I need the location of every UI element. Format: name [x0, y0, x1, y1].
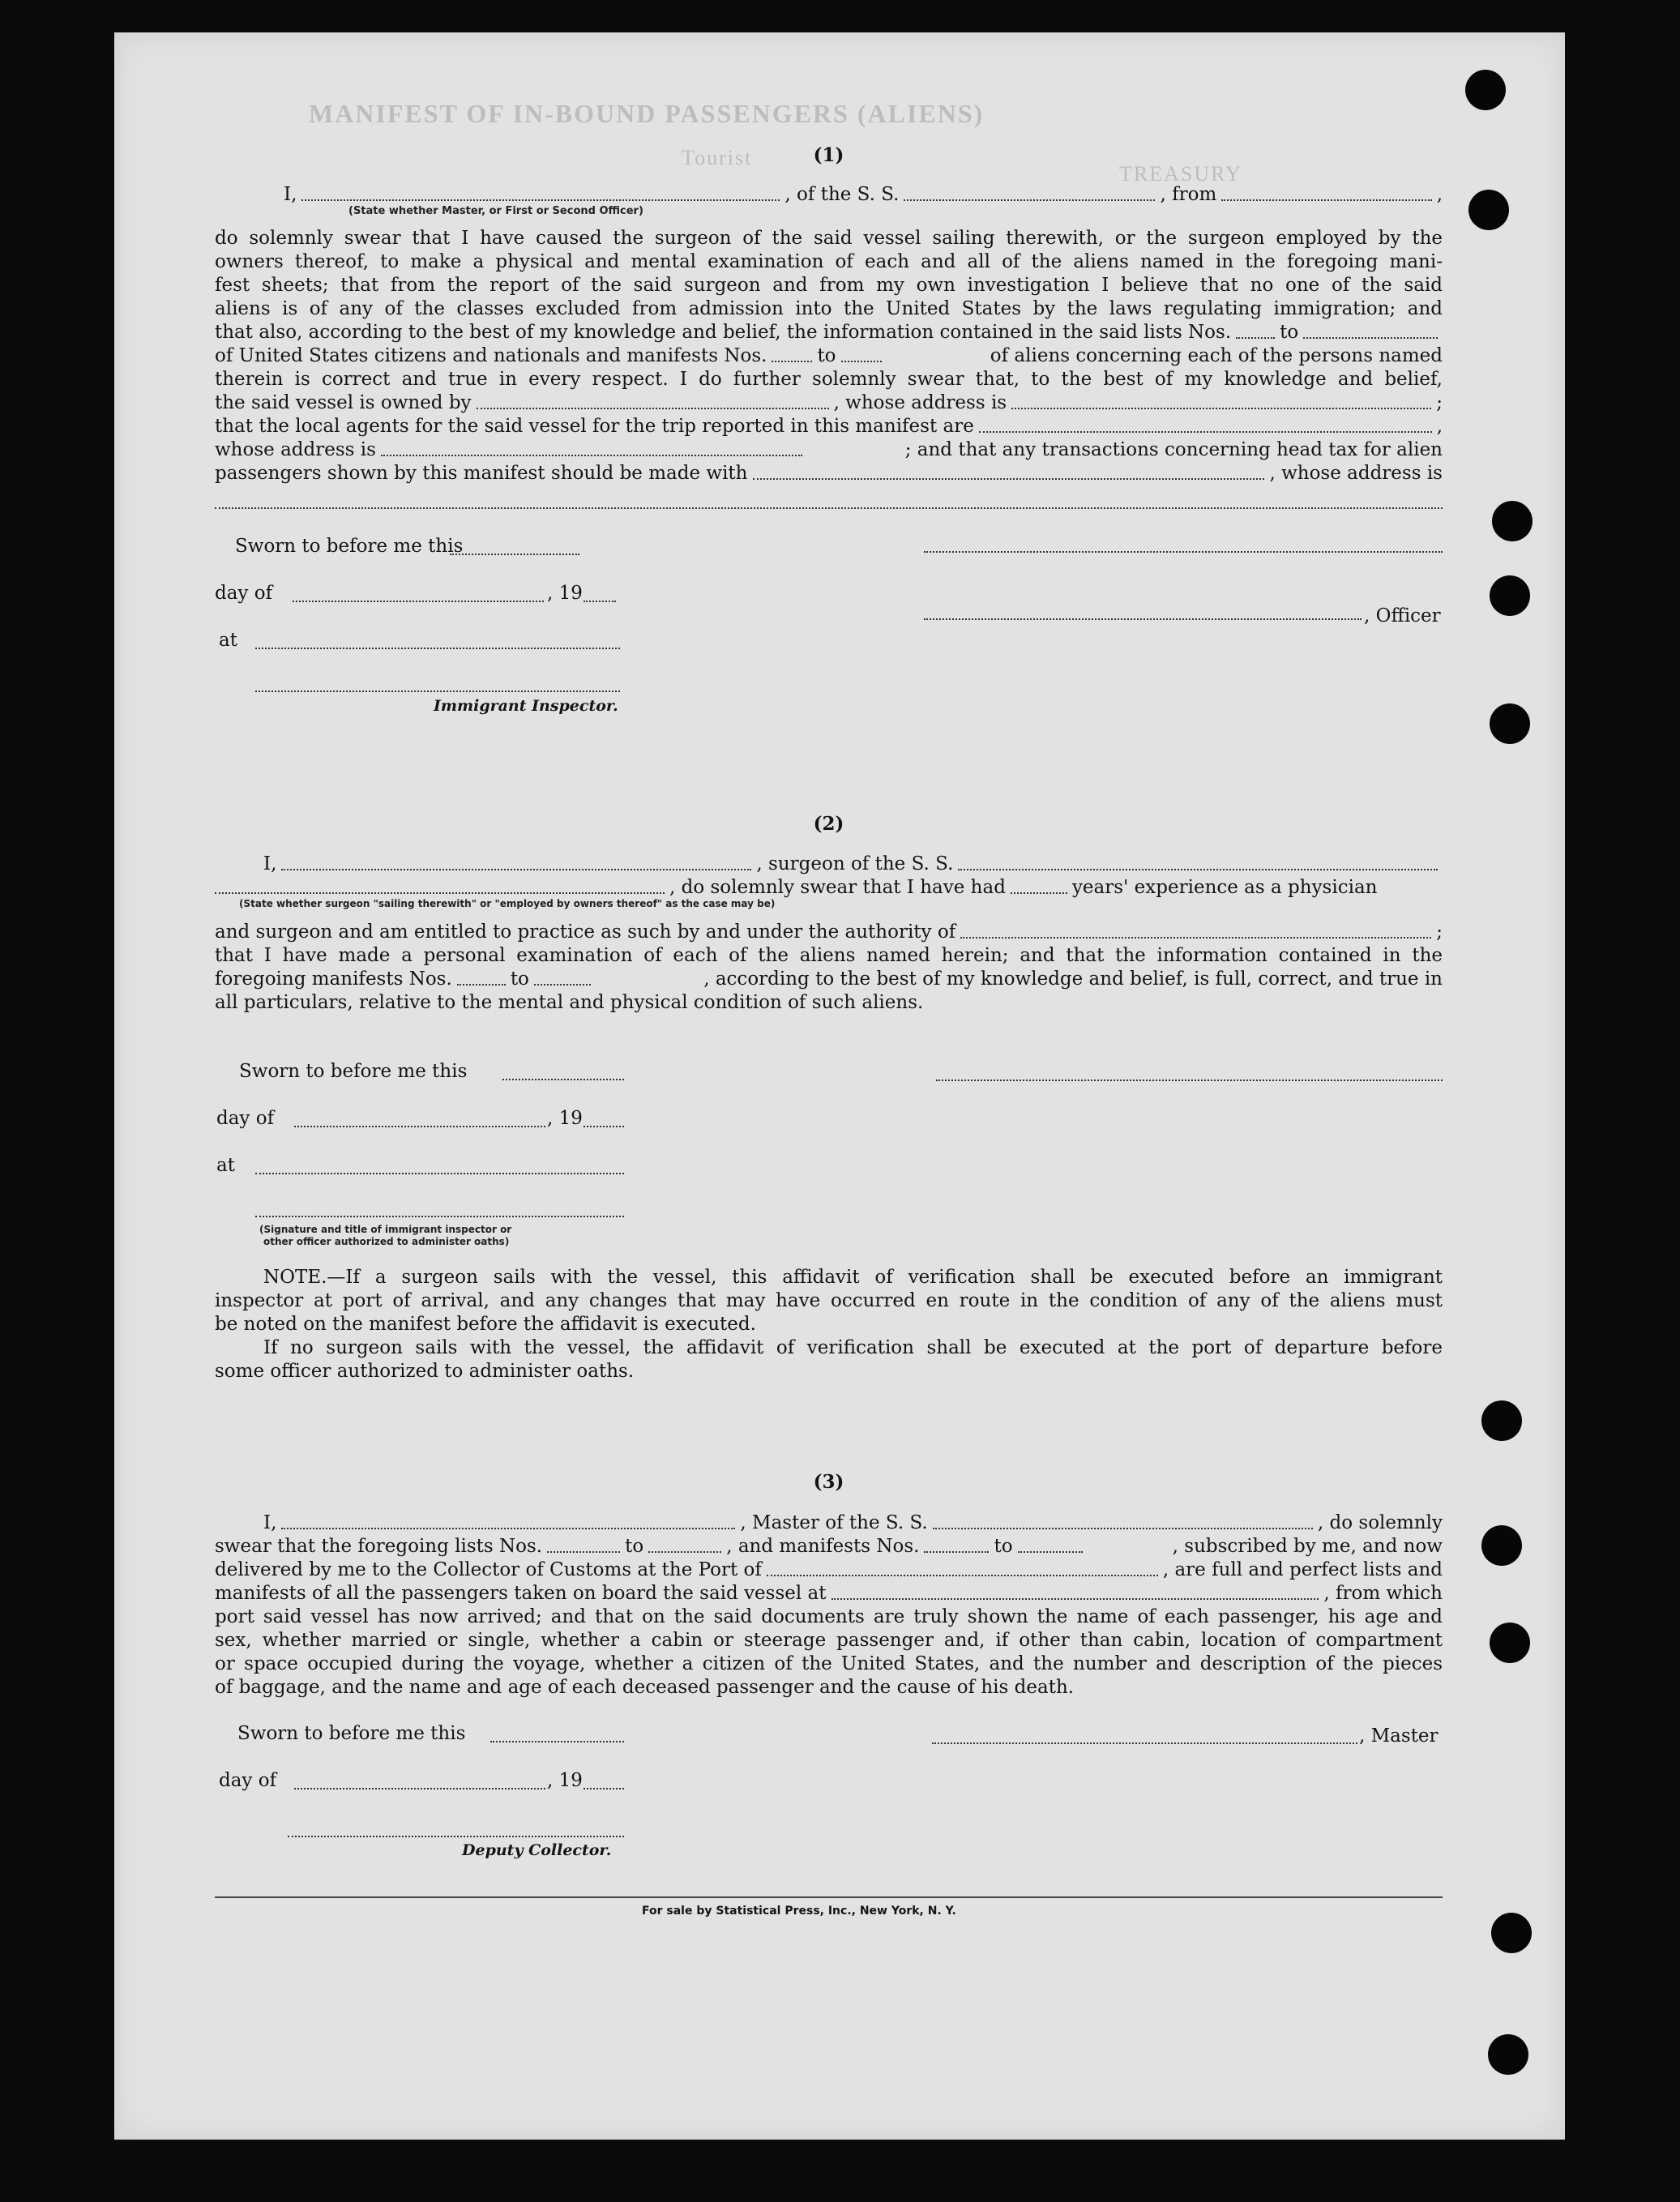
s3-year-blank[interactable]	[584, 1788, 624, 1789]
s3-para-last: of baggage, and the name and age of each deceased passenger and the cause of his death.	[215, 1677, 1075, 1698]
s2-dayof: day of	[216, 1108, 275, 1129]
s1-officer-name-line[interactable]	[924, 618, 1362, 620]
s2-para-line: that I have made a personal examination of each of the aliens named herein; and that the information contained in the	[215, 945, 1443, 966]
s3-dayof: day of	[219, 1770, 277, 1791]
s1-inspector-label: Immigrant Inspector.	[434, 697, 618, 715]
s3-year: , 19	[547, 1770, 583, 1791]
s1-sworn: Sworn to before me this	[235, 536, 464, 557]
s1-officer-signature-line[interactable]	[924, 551, 1443, 553]
punch-hole-2	[1468, 190, 1509, 230]
agents-address-blank[interactable]	[381, 450, 802, 456]
years-experience-blank[interactable]	[1011, 887, 1067, 894]
s3-manifests-from-blank[interactable]	[924, 1546, 989, 1553]
s1-at-blank[interactable]	[255, 648, 620, 649]
punch-hole-9	[1491, 1913, 1532, 1953]
collector-port-blank[interactable]	[767, 1570, 1158, 1576]
s1-para-line: aliens is of any of the classes excluded from admission into the United States by the laws regulating immigration; and	[215, 298, 1443, 319]
bleed-through-header: MANIFEST OF IN-BOUND PASSENGERS (ALIENS)	[309, 99, 985, 128]
punch-hole-5	[1490, 703, 1530, 744]
s3-lists-from-blank[interactable]	[547, 1546, 620, 1553]
s2-line-2: , do solemnly swear that I have had years' experience as a physician	[215, 876, 1443, 899]
surgeon-status-blank[interactable]	[215, 887, 665, 894]
s2-line-1: I, , surgeon of the S. S.	[215, 853, 1443, 875]
punch-hole-4	[1490, 575, 1530, 616]
s2-at: at	[216, 1155, 235, 1176]
s1-line-1: I, , of the S. S. , from ,	[284, 184, 1443, 205]
s2-sig-note-1: (Signature and title of immigrant inspector or	[259, 1224, 512, 1235]
s1-at: at	[219, 630, 237, 651]
bleed-through-right-header: TREASURY	[1119, 162, 1242, 186]
s3-line-1: I, , Master of the S. S. , do solemnly	[263, 1512, 1443, 1533]
s1-line-12: passengers shown by this manifest should be made with , whose address is	[215, 463, 1443, 484]
bleed-through-sub: Tourist	[682, 146, 753, 169]
s3-lists-to-blank[interactable]	[648, 1546, 721, 1553]
note-line: be noted on the manifest before the affidavit is executed.	[215, 1314, 756, 1335]
master-name-blank[interactable]	[281, 1523, 735, 1529]
s2-line-3: and surgeon and am entitled to practice as such by and under the authority of ;	[215, 921, 1443, 943]
s3-line-2: swear that the foregoing lists Nos. to , and manifests Nos. to , subscribed by me, and now	[215, 1536, 1443, 1557]
s1-para-line: do solemnly swear that I have caused the surgeon of the said vessel sailing therewith, or the surgeon employed by the	[215, 228, 1443, 249]
section-1-title: (1)	[813, 144, 844, 166]
s2-surgeon-note: (State whether surgeon "sailing therewith" or "employed by owners thereof" as the case may be)	[239, 898, 776, 909]
s3-manifests-to-blank[interactable]	[1018, 1546, 1083, 1553]
lists-from-blank[interactable]	[1236, 332, 1275, 339]
head-tax-contact-blank[interactable]	[753, 473, 1265, 480]
manifests-to-blank[interactable]	[841, 356, 882, 362]
s2-at-blank[interactable]	[255, 1173, 624, 1174]
section-2-title: (2)	[813, 813, 844, 835]
s2-officer-signature-line[interactable]	[255, 1216, 624, 1217]
head-tax-address-blank[interactable]	[215, 507, 1443, 509]
s1-officer-note: (State whether Master, or First or Second Officer)	[348, 205, 643, 217]
s2-sworn-blank[interactable]	[502, 1079, 624, 1080]
port-from-blank[interactable]	[1221, 195, 1431, 201]
s2-para-last: all particulars, relative to the mental and physical condition of such aliens.	[215, 992, 924, 1013]
s3-master-label: , Master	[1359, 1725, 1438, 1747]
s2-sworn: Sworn to before me this	[239, 1061, 468, 1082]
punch-hole-7	[1481, 1525, 1522, 1566]
s1-inspector-signature-line[interactable]	[255, 691, 620, 692]
s2-manifests-to-blank[interactable]	[534, 979, 591, 986]
s3-day-blank[interactable]	[294, 1788, 545, 1789]
note-line: some officer authorized to administer oaths.	[215, 1361, 635, 1382]
s3-para-line: or space occupied during the voyage, whether a citizen of the United States, and the number and description of the pieces	[215, 1653, 1443, 1674]
s1-year: , 19	[547, 583, 583, 604]
practice-authority-blank[interactable]	[960, 932, 1431, 939]
punch-hole-3	[1492, 501, 1533, 541]
s2-year-blank[interactable]	[584, 1126, 624, 1127]
deputy-collector-signature-line[interactable]	[288, 1836, 624, 1837]
owner-address-blank[interactable]	[1011, 403, 1431, 409]
s1-line-6: that also, according to the best of my knowledge and belief, the information contained in the said lists Nos. to	[215, 321, 1443, 344]
s1-day-blank[interactable]	[293, 601, 544, 602]
s1-line-10: that the local agents for the said vessel for the trip reported in this manifest are ,	[215, 416, 1443, 437]
s3-vessel-blank[interactable]	[933, 1523, 1313, 1529]
s1-sworn-blank[interactable]	[450, 554, 579, 555]
note-line: NOTE.—If a surgeon sails with the vessel, this affidavit of verification shall be executed before an immigrant	[263, 1267, 1443, 1288]
s3-para-line: sex, whether married or single, whether a cabin or steerage passenger and, if other than cabin, location of compartment	[215, 1630, 1443, 1651]
s2-day-blank[interactable]	[294, 1126, 545, 1127]
s2-vessel-blank[interactable]	[958, 864, 1438, 870]
note-line: inspector at port of arrival, and any changes that may have occurred en route in the condition of any of the aliens must	[215, 1290, 1443, 1311]
note-line: If no surgeon sails with the vessel, the affidavit of verification shall be executed at the port of departure before	[263, 1337, 1443, 1358]
s3-master-signature-line[interactable]	[932, 1742, 1357, 1744]
owner-blank[interactable]	[477, 403, 829, 409]
local-agents-blank[interactable]	[979, 426, 1432, 433]
surgeon-name-blank[interactable]	[281, 864, 751, 870]
s3-line-3: delivered by me to the Collector of Customs at the Port of , are full and perfect lists and	[215, 1559, 1443, 1580]
s2-sig-note-2: other officer authorized to administer oaths)	[263, 1236, 510, 1247]
s1-dayof: day of	[215, 583, 273, 604]
officer-rank-blank[interactable]	[301, 195, 780, 201]
s1-year-blank[interactable]	[584, 601, 616, 602]
s2-line-5: foregoing manifests Nos. to , according to the best of my knowledge and belief, is full, correct, and true in	[215, 968, 1443, 990]
s1-officer-label: , Officer	[1364, 605, 1441, 626]
punch-hole-6	[1481, 1400, 1522, 1441]
s3-line-4: manifests of all the passengers taken on board the said vessel at , from which	[215, 1583, 1443, 1604]
section-3-title: (3)	[813, 1471, 844, 1493]
s2-surgeon-signature-line[interactable]	[936, 1080, 1443, 1081]
s3-sworn: Sworn to before me this	[237, 1723, 466, 1744]
punch-hole-1	[1465, 70, 1506, 110]
lists-to-blank[interactable]	[1303, 332, 1438, 339]
s1-para-line: owners thereof, to make a physical and mental examination of each and all of the aliens named in the foregoing mani-	[215, 251, 1443, 272]
manifests-from-blank[interactable]	[772, 356, 812, 362]
s1-line-7: of United States citizens and nationals and manifests Nos. to of aliens concerning each of the persons named	[215, 345, 1443, 366]
punch-hole-10	[1488, 2034, 1528, 2075]
s1-para-line: therein is correct and true in every respect. I do further solemnly swear that, to the best of my knowledge and belief,	[215, 369, 1443, 390]
vessel-name-blank[interactable]	[904, 195, 1155, 201]
s2-manifests-from-blank[interactable]	[457, 979, 506, 986]
s3-para-line: port said vessel has now arrived; and that on the said documents are truly shown the name of each passenger, his age and	[215, 1606, 1443, 1627]
footer-rule	[215, 1896, 1443, 1898]
punch-hole-8	[1490, 1623, 1530, 1663]
s3-sworn-blank[interactable]	[490, 1741, 624, 1742]
boarding-port-blank[interactable]	[831, 1593, 1319, 1600]
s2-year: , 19	[547, 1108, 583, 1129]
s1-para-line: fest sheets; that from the report of the said surgeon and from my own investigation I believe that no one of the said	[215, 275, 1443, 296]
s1-line-9: the said vessel is owned by , whose address is ;	[215, 392, 1443, 413]
s1-line-11: whose address is ; and that any transactions concerning head tax for alien	[215, 439, 1443, 460]
printer-footer: For sale by Statistical Press, Inc., New York, N. Y.	[642, 1905, 956, 1918]
s3-deputy-label: Deputy Collector.	[462, 1841, 612, 1859]
